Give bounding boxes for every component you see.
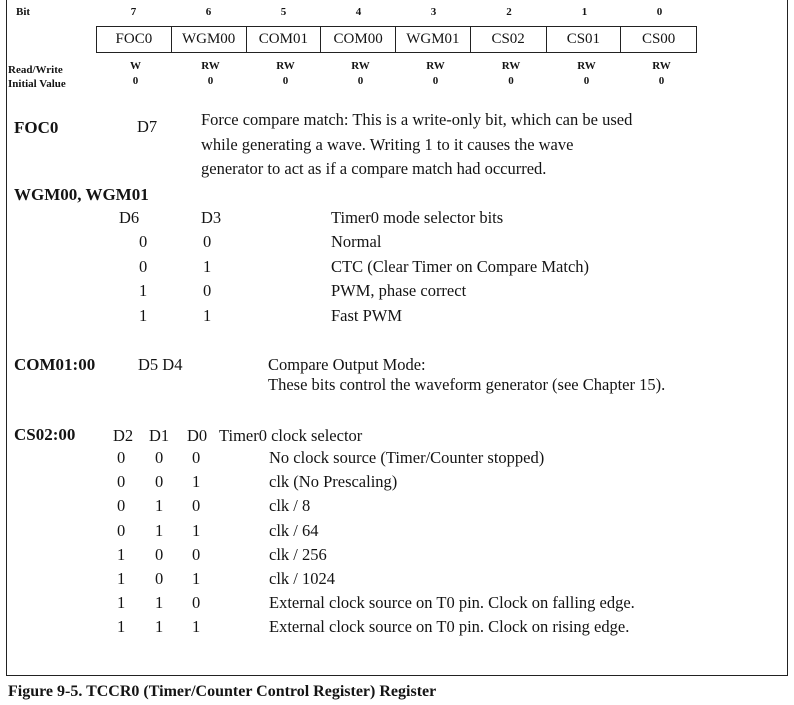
register-field-box <box>96 26 697 53</box>
read-write-value: RW <box>577 60 596 72</box>
bit-label: Bit <box>16 6 31 18</box>
com-desc-line: Compare Output Mode: <box>268 355 426 374</box>
com-bits: D5 D4 <box>138 355 183 374</box>
wgm-col-desc: Timer0 mode selector bits <box>331 208 504 227</box>
cs-clock-desc: clk / 256 <box>269 544 327 564</box>
cs-d1-value: 0 <box>155 448 164 467</box>
foc0-desc-line: generator to act as if a compare match had occurred. <box>201 159 547 178</box>
bit-number: 2 <box>506 6 512 18</box>
initial-value: 0 <box>583 75 590 87</box>
wgm-d6-value: 1 <box>139 281 148 300</box>
bit-number: 7 <box>130 6 137 18</box>
com-name: COM01:00 <box>14 355 96 374</box>
register-bit-field: FOC0 <box>97 27 172 52</box>
initial-value: 0 <box>132 75 139 87</box>
wgm-d3-value: 1 <box>203 256 212 276</box>
cs-clock-desc: clk / 1024 <box>269 569 335 588</box>
cs-d2-value: 1 <box>117 544 126 564</box>
cs-d1-value: 1 <box>155 496 164 516</box>
wgm-name: WGM00, WGM01 <box>14 185 149 204</box>
read-write-value: RW <box>351 60 370 72</box>
initial-value: 0 <box>508 75 514 87</box>
bit-number: 1 <box>581 6 588 18</box>
wgm-mode-desc: PWM, phase correct <box>331 281 467 300</box>
wgm-col-d6: D6 <box>119 208 140 227</box>
figure-caption: Figure 9-5. TCCR0 (Timer/Counter Control Register) Register <box>8 683 437 700</box>
cs-d0-value: 0 <box>192 593 201 613</box>
cs-clock-desc: No clock source (Timer/Counter stopped) <box>269 448 545 467</box>
wgm-col-d3: D3 <box>201 208 222 227</box>
com-desc-line: These bits control the waveform generator (see Chapter 15). <box>268 375 666 394</box>
read-write-value: RW <box>652 60 671 72</box>
wgm-d3-value: 0 <box>203 232 212 251</box>
wgm-mode-desc: Fast PWM <box>331 305 403 325</box>
read-write-label: Read/Write <box>8 64 63 76</box>
foc0-desc-line: while generating a wave. Writing 1 to it causes the wave <box>201 135 574 154</box>
cs-d2-value: 1 <box>117 617 126 637</box>
cs-d1-value: 0 <box>155 544 164 564</box>
cs-clock-desc: clk / 8 <box>269 496 311 516</box>
cs-col-d1: D1 <box>149 426 170 445</box>
cs-d1-value: 1 <box>155 520 164 540</box>
wgm-d3-value: 1 <box>203 305 212 325</box>
cs-name: CS02:00 <box>14 425 76 444</box>
wgm-d6-value: 0 <box>139 256 148 276</box>
bit-number: 5 <box>280 6 287 18</box>
wgm-mode-desc: CTC (Clear Timer on Compare Match) <box>331 256 590 276</box>
cs-d0-value: 1 <box>192 520 201 540</box>
cs-d1-value: 0 <box>155 472 164 492</box>
cs-d0-value: 1 <box>192 569 201 588</box>
read-write-value: W <box>130 60 141 72</box>
cs-d0-value: 1 <box>192 472 201 492</box>
foc0-bit: D7 <box>137 117 158 136</box>
cs-d2-value: 0 <box>117 472 126 492</box>
register-bit-field: CS02 <box>471 27 547 52</box>
cs-d1-value: 1 <box>155 593 164 613</box>
cs-col-d2: D2 <box>113 426 134 445</box>
cs-clock-desc: External clock source on T0 pin. Clock on rising edge. <box>269 617 630 637</box>
read-write-value: RW <box>201 60 220 72</box>
cs-d0-value: 1 <box>192 617 201 637</box>
wgm-d3-value: 0 <box>203 281 212 300</box>
cs-d2-value: 1 <box>117 593 126 613</box>
bit-number: 3 <box>430 6 437 18</box>
register-bit-field: COM00 <box>321 27 396 52</box>
cs-col-desc: Timer0 clock selector <box>219 426 363 445</box>
wgm-d6-value: 0 <box>139 232 148 251</box>
register-bit-field: CS01 <box>547 27 622 52</box>
register-bit-field: WGM01 <box>396 27 471 52</box>
cs-d0-value: 0 <box>192 544 201 564</box>
cs-clock-desc: External clock source on T0 pin. Clock on falling edge. <box>269 593 635 613</box>
initial-value: 0 <box>658 75 665 87</box>
cs-col-d0: D0 <box>187 426 208 445</box>
wgm-mode-desc: Normal <box>331 232 382 251</box>
initial-value: 0 <box>432 75 439 87</box>
register-bit-field: CS00 <box>641 31 676 47</box>
foc0-desc-line: Force compare match: This is a write-only bit, which can be used <box>201 110 633 129</box>
bit-number: 6 <box>205 6 212 18</box>
bit-number: 4 <box>355 6 362 18</box>
cs-d2-value: 1 <box>117 569 126 588</box>
cs-d2-value: 0 <box>117 520 126 540</box>
cs-d2-value: 0 <box>117 496 126 516</box>
cs-d1-value: 1 <box>155 617 164 637</box>
cs-d1-value: 0 <box>155 569 164 588</box>
initial-value: 0 <box>282 75 289 87</box>
initial-value-label: Initial Value <box>8 78 66 90</box>
initial-value: 0 <box>207 75 214 87</box>
register-bit-field: WGM00 <box>172 27 247 52</box>
cs-clock-desc: clk / 64 <box>269 520 319 540</box>
bit-number: 0 <box>656 6 663 18</box>
read-write-value: RW <box>501 60 521 72</box>
read-write-value: RW <box>276 60 295 72</box>
cs-clock-desc: clk (No Prescaling) <box>269 472 398 492</box>
cs-d0-value: 0 <box>192 496 201 516</box>
read-write-value: RW <box>426 60 445 72</box>
register-bit-field: COM01 <box>247 27 322 52</box>
foc0-name: FOC0 <box>14 118 59 137</box>
initial-value: 0 <box>357 75 364 87</box>
cs-d2-value: 0 <box>117 448 126 467</box>
cs-d0-value: 0 <box>192 448 201 467</box>
wgm-d6-value: 1 <box>139 305 148 325</box>
